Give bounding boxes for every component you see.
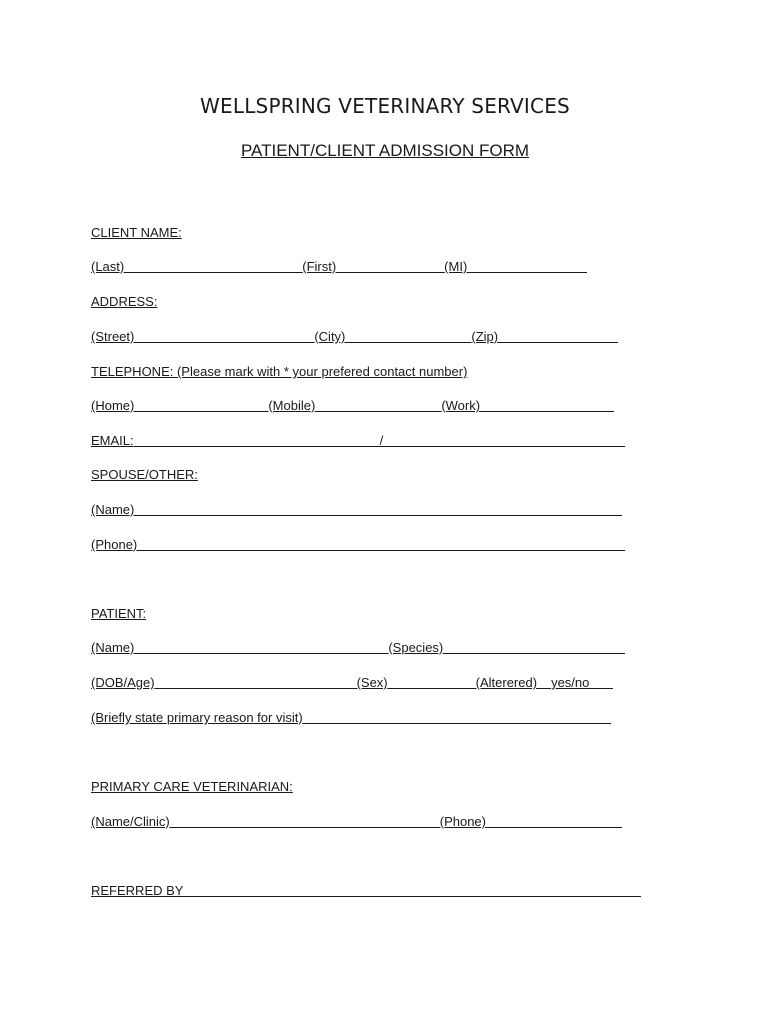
altered-label: (Alterered) <box>475 675 538 690</box>
species-field[interactable] <box>443 652 625 654</box>
address-heading: ADDRESS: <box>91 294 158 309</box>
address-section <box>91 293 157 311</box>
yes-no-option[interactable]: yes/no <box>551 675 590 690</box>
home-label: (Home) <box>91 398 135 413</box>
vet-phone-field[interactable] <box>486 826 622 828</box>
telephone-heading: TELEPHONE: (Please mark with * your prefered contact number) <box>91 364 468 379</box>
telephone-row <box>91 397 614 415</box>
vet-row <box>91 813 622 831</box>
patient-name-label: (Name) <box>91 640 135 655</box>
vet-section <box>91 778 293 796</box>
email-row <box>91 432 625 450</box>
spouse-section <box>91 466 198 484</box>
address-row <box>91 328 618 346</box>
reason-field[interactable] <box>303 722 611 724</box>
patient-name-row <box>91 639 625 657</box>
city-label: (City) <box>314 329 346 344</box>
street-field[interactable] <box>134 341 314 343</box>
spouse-name-row <box>91 501 622 519</box>
vet-name-label: (Name/Clinic) <box>91 814 170 829</box>
work-label: (Work) <box>441 398 481 413</box>
species-label: (Species) <box>388 640 444 655</box>
last-label: (Last) <box>91 259 125 274</box>
sex-field[interactable] <box>388 687 476 689</box>
referred-label: REFERRED BY <box>91 883 184 898</box>
reason-row <box>91 709 611 727</box>
mi-label: (MI) <box>444 259 468 274</box>
first-name-field[interactable] <box>336 271 444 273</box>
altered-spacer <box>537 687 551 689</box>
vet-name-field[interactable] <box>170 826 440 828</box>
dob-label: (DOB/Age) <box>91 675 155 690</box>
client-name-heading: CLIENT NAME: <box>91 225 182 240</box>
first-label: (First) <box>302 259 337 274</box>
form-title: WELLSPRING VETERINARY SERVICES <box>200 94 570 118</box>
mi-field[interactable] <box>467 271 587 273</box>
mobile-label: (Mobile) <box>268 398 316 413</box>
patient-dob-row <box>91 674 613 692</box>
patient-heading: PATIENT: <box>91 606 147 621</box>
patient-name-field[interactable] <box>134 652 388 654</box>
mobile-phone-field[interactable] <box>315 410 441 412</box>
email-field-1[interactable] <box>134 445 380 447</box>
work-phone-field[interactable] <box>480 410 614 412</box>
sex-label: (Sex) <box>356 675 388 690</box>
spouse-name-field[interactable] <box>134 514 622 516</box>
vet-phone-label: (Phone) <box>439 814 486 829</box>
spouse-heading: SPOUSE/OTHER: <box>91 467 198 482</box>
client-section <box>91 224 182 242</box>
referred-row <box>91 882 641 900</box>
street-label: (Street) <box>91 329 135 344</box>
zip-label: (Zip) <box>471 329 499 344</box>
home-phone-field[interactable] <box>134 410 268 412</box>
zip-field[interactable] <box>498 341 618 343</box>
spouse-phone-field[interactable] <box>137 549 625 551</box>
email-field-2[interactable] <box>383 445 625 447</box>
referred-field[interactable] <box>183 895 641 897</box>
spouse-phone-row <box>91 536 625 554</box>
client-name-row <box>91 258 587 276</box>
vet-heading: PRIMARY CARE VETERINARIAN: <box>91 779 293 794</box>
email-label: EMAIL: <box>91 433 134 448</box>
reason-label: (Briefly state primary reason for visit) <box>91 710 303 725</box>
altered-field[interactable] <box>589 687 613 689</box>
email-separator: / <box>379 433 384 448</box>
dob-field[interactable] <box>155 687 357 689</box>
city-field[interactable] <box>345 341 471 343</box>
telephone-section <box>91 363 467 381</box>
spouse-name-label: (Name) <box>91 502 135 517</box>
last-name-field[interactable] <box>124 271 302 273</box>
patient-section <box>91 605 146 623</box>
form-subtitle: PATIENT/CLIENT ADMISSION FORM <box>240 141 530 160</box>
spouse-phone-label: (Phone) <box>91 537 138 552</box>
